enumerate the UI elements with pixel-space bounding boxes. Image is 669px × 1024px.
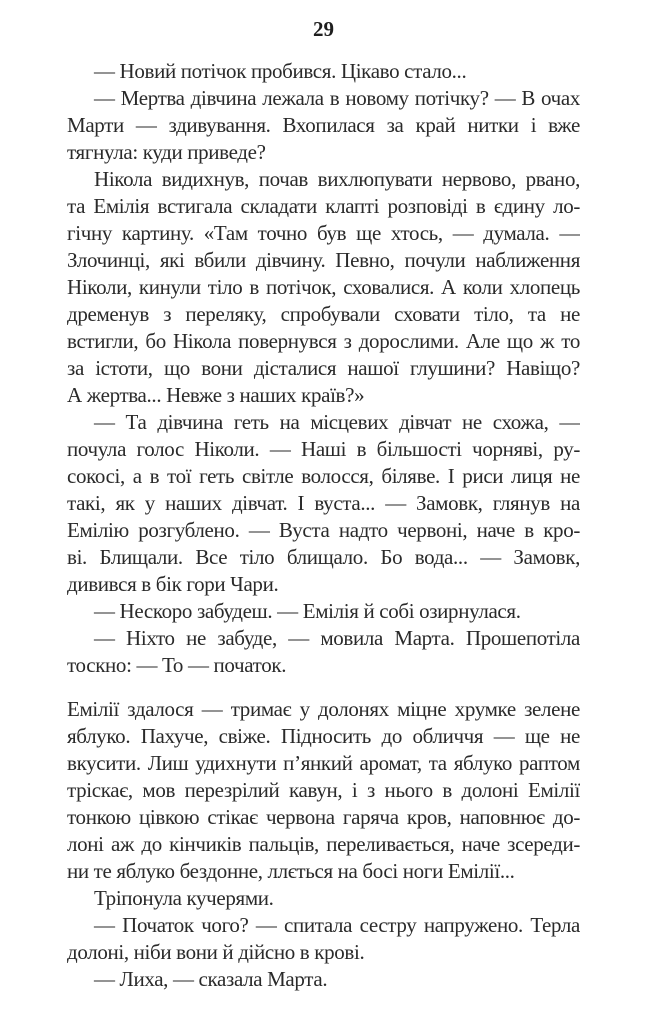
text-line: — Ніхто не забуде, — мовила Марта. Прошепотіла — [94, 626, 580, 650]
text-line: долоні, ніби вони й дійсно в крові. — [67, 940, 365, 964]
text-line: тріскає, мов перезрілий кавун, і з нього в долоні Емілії — [67, 778, 580, 802]
section-break — [67, 679, 580, 696]
text-line: почула голос Ніколи. — Наші в більшості чорняві, ру- — [67, 437, 580, 461]
text-line: та Емілія встигала складати клапті розповіді в єдину ло- — [67, 194, 580, 218]
text-line: ни те яблуко бездонне, ллється на босі ноги Емілії... — [67, 859, 515, 883]
text-section-2 — [67, 696, 580, 993]
text-line: встигли, бо Нікола повернувся з дорослими. Але що ж то — [67, 329, 580, 353]
text-line: Тріпонула кучерями. — [94, 886, 274, 910]
text-line: такі, як у наших дівчат. І вуста... — Замовк, глянув на — [67, 491, 580, 515]
text-line: Ніколи, кинули тіло в потічок, сховалися. А коли хлопець — [67, 275, 580, 299]
text-line: А жертва... Невже з наших країв?» — [67, 383, 365, 407]
text-section-1 — [67, 58, 580, 679]
text-line: — Лиха, — сказала Марта. — [94, 967, 328, 991]
text-line: Нікола видихнув, почав вихлюпувати нервово, рвано, — [94, 167, 580, 191]
text-line: дременув з переляку, спробували сховати тіло, та не — [67, 302, 580, 326]
text-line: дивився в бік гори Чари. — [67, 572, 279, 596]
text-line: лоні аж до кінчиків пальців, переливається, наче зсереди- — [67, 832, 580, 856]
text-line: Марти — здивування. Вхопилася за край нитки і вже — [67, 113, 580, 137]
text-line: вкусити. Лиш удихнути п’янкий аромат, та яблуко раптом — [67, 751, 580, 775]
text-line: — Та дівчина геть на місцевих дівчат не схожа, — — [94, 410, 580, 434]
text-line: ві. Блищали. Все тіло блищало. Бо вода... — Замовк, — [67, 545, 580, 569]
text-line: тягнула: куди приведе? — [67, 140, 266, 164]
text-line: — Нескоро забудеш. — Емілія й собі озирнулася. — [94, 599, 521, 623]
text-line: Емілію розгублено. — Вуста надто червоні, наче в кро- — [67, 518, 580, 542]
text-line: за істоти, що вони дісталися нашої глушини? Навіщо? — [67, 356, 580, 380]
text-line: — Новий потічок пробився. Цікаво стало... — [94, 59, 467, 83]
text-line: сокосі, а в тої геть світле волосся, біляве. І риси лиця не — [67, 464, 580, 488]
text-line: — Мертва дівчина лежала в новому потічку? — В очах — [94, 86, 580, 110]
text-line: Емілії здалося — тримає у долонях міцне хрумке зелене — [67, 697, 580, 721]
page-number: 29 — [313, 17, 334, 41]
text-line: яблуко. Пахуче, свіже. Підносить до обличчя — ще не — [67, 724, 580, 748]
text-line: тонкою цівкою стікає червона гаряча кров, наповнює до- — [67, 805, 580, 829]
text-line: гічну картину. «Там точно був ще хтось, — думала. — — [67, 221, 580, 245]
text-line: — Початок чого? — спитала сестру напружено. Терла — [94, 913, 580, 937]
text-line: Злочинці, які вбили дівчину. Певно, почули наближення — [67, 248, 580, 272]
text-line: тоскно: — То — початок. — [67, 653, 287, 677]
